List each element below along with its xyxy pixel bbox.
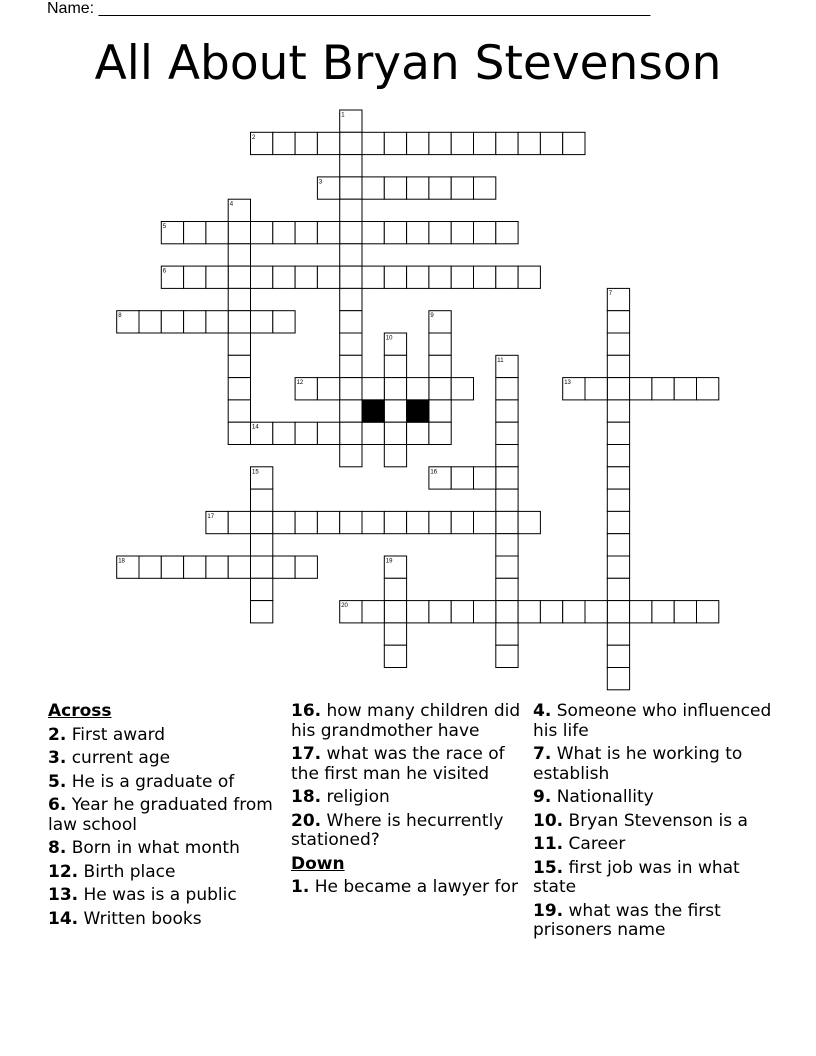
grid-cell[interactable] [474, 177, 496, 199]
grid-cell[interactable] [652, 378, 674, 400]
clue-item [48, 726, 273, 746]
grid-cell[interactable] [674, 378, 696, 400]
grid-cell[interactable] [184, 311, 206, 333]
grid-cell[interactable] [317, 132, 339, 154]
grid-cell[interactable] [607, 445, 629, 467]
grid-cell[interactable] [340, 355, 362, 377]
grid-cell[interactable] [630, 378, 652, 400]
grid-cell[interactable] [251, 266, 273, 288]
clue-number-label: 18. [291, 787, 322, 807]
grid-cell[interactable] [317, 378, 339, 400]
grid-cell[interactable] [451, 601, 473, 623]
down-clue-list-continued [533, 702, 773, 941]
clue-item [48, 749, 273, 769]
grid-cell[interactable] [384, 400, 406, 422]
grid-cell[interactable] [607, 556, 629, 578]
grid-cell[interactable] [630, 601, 652, 623]
grid-cell[interactable] [540, 601, 562, 623]
clue-text: Where is hecurrently stationed? [291, 810, 504, 850]
grid-cell[interactable] [496, 578, 518, 600]
grid-cell[interactable] [474, 132, 496, 154]
grid-cell[interactable] [652, 601, 674, 623]
clue-number-label: 11. [533, 834, 564, 854]
clue-text: current age [66, 748, 171, 768]
grid-cell[interactable] [251, 601, 273, 623]
grid-cell[interactable] [317, 222, 339, 244]
clue-number: 9 [430, 313, 434, 320]
grid-cell[interactable] [451, 511, 473, 533]
grid-cell[interactable] [228, 266, 250, 288]
grid-cell[interactable] [518, 511, 540, 533]
grid-cell[interactable] [362, 422, 384, 444]
clue-text: First award [66, 724, 166, 745]
grid-cell[interactable] [496, 400, 518, 422]
clue-number-label: 9. [533, 787, 552, 807]
clue-text: What is he working to establish [533, 744, 743, 784]
grid-cell[interactable] [451, 177, 473, 199]
grid-cell[interactable] [407, 132, 429, 154]
grid-cell[interactable] [407, 511, 429, 533]
clue-text: Bryan Stevenson is a [563, 810, 748, 831]
clue-number: 5 [162, 224, 167, 230]
grid-cell[interactable] [362, 266, 384, 288]
grid-cell[interactable] [228, 556, 250, 578]
grid-cell[interactable] [518, 132, 540, 154]
grid-cell[interactable] [228, 422, 250, 444]
grid-cell[interactable] [251, 511, 273, 533]
grid-cell[interactable] [607, 578, 629, 600]
grid-cell[interactable] [340, 222, 362, 244]
clue-number-label: 5. [48, 771, 67, 792]
grid-cell[interactable] [451, 266, 473, 288]
grid-cell[interactable] [407, 177, 429, 199]
clue-text: He was is a public [78, 885, 237, 905]
grid-cell[interactable] [362, 222, 384, 244]
grid-cell[interactable] [340, 511, 362, 533]
clue-item [48, 839, 273, 859]
grid-cell[interactable] [607, 333, 629, 355]
grid-cell[interactable] [161, 311, 183, 333]
clue-number: 1 [341, 112, 345, 119]
clue-item [291, 878, 531, 898]
grid-cell[interactable] [384, 445, 406, 467]
grid-cell[interactable] [384, 378, 406, 400]
grid-cell[interactable] [384, 266, 406, 288]
clue-item [533, 812, 773, 832]
grid-cell[interactable] [429, 601, 451, 623]
clue-number: 6 [162, 268, 167, 275]
clue-number-label: 13. [48, 885, 79, 905]
clue-text: Career [563, 834, 626, 854]
grid-cell[interactable] [206, 556, 228, 578]
grid-cell[interactable] [496, 422, 518, 444]
grid-cell[interactable] [607, 668, 629, 690]
clue-item [291, 702, 531, 741]
grid-cell[interactable] [496, 511, 518, 533]
grid-cell[interactable] [251, 311, 273, 333]
grid-cell[interactable] [384, 222, 406, 244]
grid-cell[interactable] [362, 177, 384, 199]
grid-cell[interactable] [340, 132, 362, 154]
grid-cell[interactable] [518, 601, 540, 623]
clue-number-label: 12. [48, 861, 79, 882]
grid-cell[interactable] [340, 288, 362, 310]
grid-cell[interactable] [697, 601, 719, 623]
grid-cell[interactable] [429, 400, 451, 422]
clue-text: Birth place [78, 861, 176, 882]
clue-number: 18 [118, 558, 125, 565]
grid-cell[interactable] [384, 422, 406, 444]
grid-cell[interactable] [496, 489, 518, 511]
grid-cell[interactable] [317, 511, 339, 533]
grid-cell[interactable] [607, 378, 629, 400]
grid-cell[interactable] [295, 511, 317, 533]
grid-cell[interactable] [607, 623, 629, 645]
grid-cell[interactable] [295, 132, 317, 154]
clues-column-2 [291, 702, 531, 902]
clue-number-label: 4. [533, 701, 552, 721]
grid-cell[interactable] [228, 378, 250, 400]
grid-cell[interactable] [295, 266, 317, 288]
clue-item [291, 812, 531, 851]
grid-cell[interactable] [340, 155, 362, 177]
grid-cell[interactable] [228, 311, 250, 333]
clue-number: 19 [385, 558, 393, 565]
grid-cell[interactable] [496, 645, 518, 667]
down-header: Down [291, 853, 345, 874]
grid-cell[interactable] [184, 266, 206, 288]
grid-cell[interactable] [384, 511, 406, 533]
grid-cell[interactable] [429, 511, 451, 533]
grid-cell[interactable] [139, 311, 161, 333]
grid-cell[interactable] [317, 266, 339, 288]
grid-cell[interactable] [251, 489, 273, 511]
clue-item [48, 863, 273, 883]
grid-cell[interactable] [384, 601, 406, 623]
grid-cell[interactable] [251, 556, 273, 578]
grid-cell[interactable] [273, 132, 295, 154]
grid-cell[interactable] [384, 645, 406, 667]
clue-number-label: 1. [291, 877, 310, 897]
clue-item [533, 745, 773, 784]
clue-number-label: 2. [48, 724, 67, 745]
grid-cell[interactable] [451, 467, 473, 489]
grid-cell[interactable] [273, 311, 295, 333]
grid-cell[interactable] [384, 132, 406, 154]
grid-cell[interactable] [228, 355, 250, 377]
grid-cell[interactable] [340, 266, 362, 288]
grid-cell[interactable] [362, 511, 384, 533]
grid-cell[interactable] [139, 556, 161, 578]
grid-cell[interactable] [340, 177, 362, 199]
grid-cell[interactable] [429, 333, 451, 355]
grid-cell[interactable] [607, 645, 629, 667]
puzzle-title: All About Bryan Stevenson [94, 36, 722, 91]
clue-text: Born in what month [66, 838, 240, 858]
clue-item [291, 788, 531, 808]
clues-column-1 [48, 702, 273, 933]
grid-cell[interactable] [384, 355, 406, 377]
grid-cell[interactable] [540, 132, 562, 154]
grid-cell[interactable] [451, 132, 473, 154]
grid-cell[interactable] [384, 177, 406, 199]
down-clue-list [291, 878, 531, 898]
clue-text: He became a lawyer for [309, 877, 518, 897]
clue-number-label: 6. [48, 795, 67, 815]
grid-cell[interactable] [607, 511, 629, 533]
grid-cell[interactable] [206, 311, 228, 333]
grid-cell[interactable] [184, 556, 206, 578]
clue-text: Written books [78, 908, 202, 929]
grid-cell[interactable] [563, 601, 585, 623]
grid-cell[interactable] [384, 623, 406, 645]
grid-cell[interactable] [273, 422, 295, 444]
grid-cell[interactable] [429, 222, 451, 244]
grid-cell[interactable] [228, 400, 250, 422]
clue-item [48, 773, 273, 793]
grid-cell[interactable] [384, 578, 406, 600]
clue-number-label: 16. [291, 701, 322, 721]
clue-text: Someone who influenced his life [533, 701, 772, 741]
clue-number-label: 20. [291, 810, 322, 831]
grid-cell[interactable] [407, 222, 429, 244]
grid-cell[interactable] [496, 467, 518, 489]
grid-cell[interactable] [607, 311, 629, 333]
clue-number-label: 17. [291, 744, 322, 764]
grid-cell[interactable] [273, 511, 295, 533]
clues-column-3 [533, 702, 773, 945]
clue-number: 12 [296, 380, 304, 387]
clue-item [533, 859, 773, 898]
clue-text: He is a graduate of [66, 771, 235, 792]
clue-text: how many children did his grandmother have [291, 701, 521, 741]
grid-cell[interactable] [474, 266, 496, 288]
clue-text: religion [321, 787, 390, 807]
grid-cell[interactable] [295, 422, 317, 444]
clue-text: first job was in what state [533, 857, 740, 897]
clue-number: 15 [252, 469, 259, 476]
grid-cell[interactable] [340, 378, 362, 400]
grid-cell[interactable] [496, 132, 518, 154]
name-line: Name: ______________________________________________________________ [47, 0, 651, 17]
clue-item [48, 796, 273, 835]
blocked-cell [362, 400, 384, 422]
grid-cell[interactable] [607, 489, 629, 511]
grid-cell[interactable] [607, 422, 629, 444]
grid-cell[interactable] [407, 601, 429, 623]
grid-cell[interactable] [429, 378, 451, 400]
grid-cell[interactable] [228, 333, 250, 355]
clue-text: Year he graduated from law school [48, 795, 273, 835]
across-clue-list [48, 726, 273, 930]
grid-cell[interactable] [362, 601, 384, 623]
blocked-cell [407, 400, 429, 422]
grid-cell[interactable] [206, 222, 228, 244]
clue-number-label: 14. [48, 908, 79, 929]
grid-cell[interactable] [206, 266, 228, 288]
grid-cell[interactable] [496, 222, 518, 244]
grid-cell[interactable] [340, 244, 362, 266]
clue-number: 20 [341, 603, 348, 610]
grid-cell[interactable] [496, 378, 518, 400]
grid-cell[interactable] [429, 355, 451, 377]
grid-cell[interactable] [607, 534, 629, 556]
clue-number-label: 8. [48, 838, 67, 858]
grid-cell[interactable] [340, 445, 362, 467]
grid-cell[interactable] [496, 445, 518, 467]
clue-text: what was the race of the first man he visited [291, 744, 505, 784]
grid-cell[interactable] [429, 132, 451, 154]
grid-cell[interactable] [362, 132, 384, 154]
clue-number: 7 [608, 290, 613, 297]
grid-cell[interactable] [585, 601, 607, 623]
grid-cell[interactable] [228, 288, 250, 310]
clue-item [533, 902, 773, 941]
grid-cell[interactable] [607, 601, 629, 623]
across-clue-list-continued [291, 702, 531, 851]
clue-number-label: 15. [533, 857, 564, 878]
grid-cell[interactable] [161, 556, 183, 578]
grid-cell[interactable] [474, 601, 496, 623]
grid-cell[interactable] [585, 378, 607, 400]
grid-cell[interactable] [228, 511, 250, 533]
grid-cell[interactable] [429, 422, 451, 444]
grid-cell[interactable] [228, 222, 250, 244]
clue-item [291, 745, 531, 784]
clue-item [533, 702, 773, 741]
grid-cell[interactable] [496, 601, 518, 623]
grid-cell[interactable] [518, 266, 540, 288]
grid-cell[interactable] [674, 601, 696, 623]
grid-cell[interactable] [228, 244, 250, 266]
grid-cell[interactable] [362, 378, 384, 400]
grid-cell[interactable] [563, 132, 585, 154]
grid-cell[interactable] [407, 378, 429, 400]
clue-number: 3 [318, 179, 323, 186]
grid-cell[interactable] [273, 222, 295, 244]
clue-number-label: 10. [533, 810, 564, 831]
grid-cell[interactable] [251, 578, 273, 600]
clue-number: 16 [430, 469, 438, 476]
clue-number: 4 [229, 201, 234, 208]
clue-text: Nationallity [551, 787, 654, 807]
clue-number-label: 19. [533, 900, 564, 921]
clue-number: 17 [207, 513, 215, 520]
grid-cell[interactable] [474, 222, 496, 244]
clue-item [48, 886, 273, 906]
grid-cell[interactable] [407, 422, 429, 444]
grid-cell[interactable] [317, 422, 339, 444]
clue-number: 14 [252, 424, 259, 431]
grid-cell[interactable] [607, 355, 629, 377]
grid-cell[interactable] [340, 311, 362, 333]
grid-cell[interactable] [295, 222, 317, 244]
across-header: Across [48, 701, 112, 721]
grid-cell[interactable] [474, 511, 496, 533]
clue-item [48, 910, 273, 930]
clue-number-label: 3. [48, 748, 67, 768]
grid-cell[interactable] [273, 266, 295, 288]
grid-cell[interactable] [429, 266, 451, 288]
grid-cell[interactable] [697, 378, 719, 400]
clue-number: 13 [564, 380, 571, 387]
grid-cell[interactable] [251, 534, 273, 556]
clue-number: 8 [118, 313, 122, 320]
grid-cell[interactable] [607, 400, 629, 422]
grid-cell[interactable] [340, 400, 362, 422]
clue-number: 10 [385, 335, 393, 342]
grid-cell[interactable] [340, 333, 362, 355]
clue-number: 2 [252, 134, 256, 141]
clue-number: 11 [497, 357, 504, 364]
grid-cell[interactable] [295, 556, 317, 578]
grid-cell[interactable] [496, 266, 518, 288]
grid-cell[interactable] [496, 556, 518, 578]
grid-cell[interactable] [340, 422, 362, 444]
clue-number-label: 7. [533, 744, 552, 764]
grid-cell[interactable] [496, 623, 518, 645]
clue-text: what was the first prisoners name [533, 900, 721, 940]
grid-cell[interactable] [429, 177, 451, 199]
grid-cell[interactable] [273, 556, 295, 578]
grid-cell[interactable] [340, 199, 362, 221]
clue-item [533, 788, 773, 808]
grid-cell[interactable] [607, 467, 629, 489]
grid-cell[interactable] [251, 222, 273, 244]
grid-cell[interactable] [496, 534, 518, 556]
grid-cell[interactable] [451, 378, 473, 400]
grid-cell[interactable] [474, 467, 496, 489]
clue-item [533, 835, 773, 855]
grid-cell[interactable] [184, 222, 206, 244]
grid-cell[interactable] [451, 222, 473, 244]
grid-cell[interactable] [407, 266, 429, 288]
